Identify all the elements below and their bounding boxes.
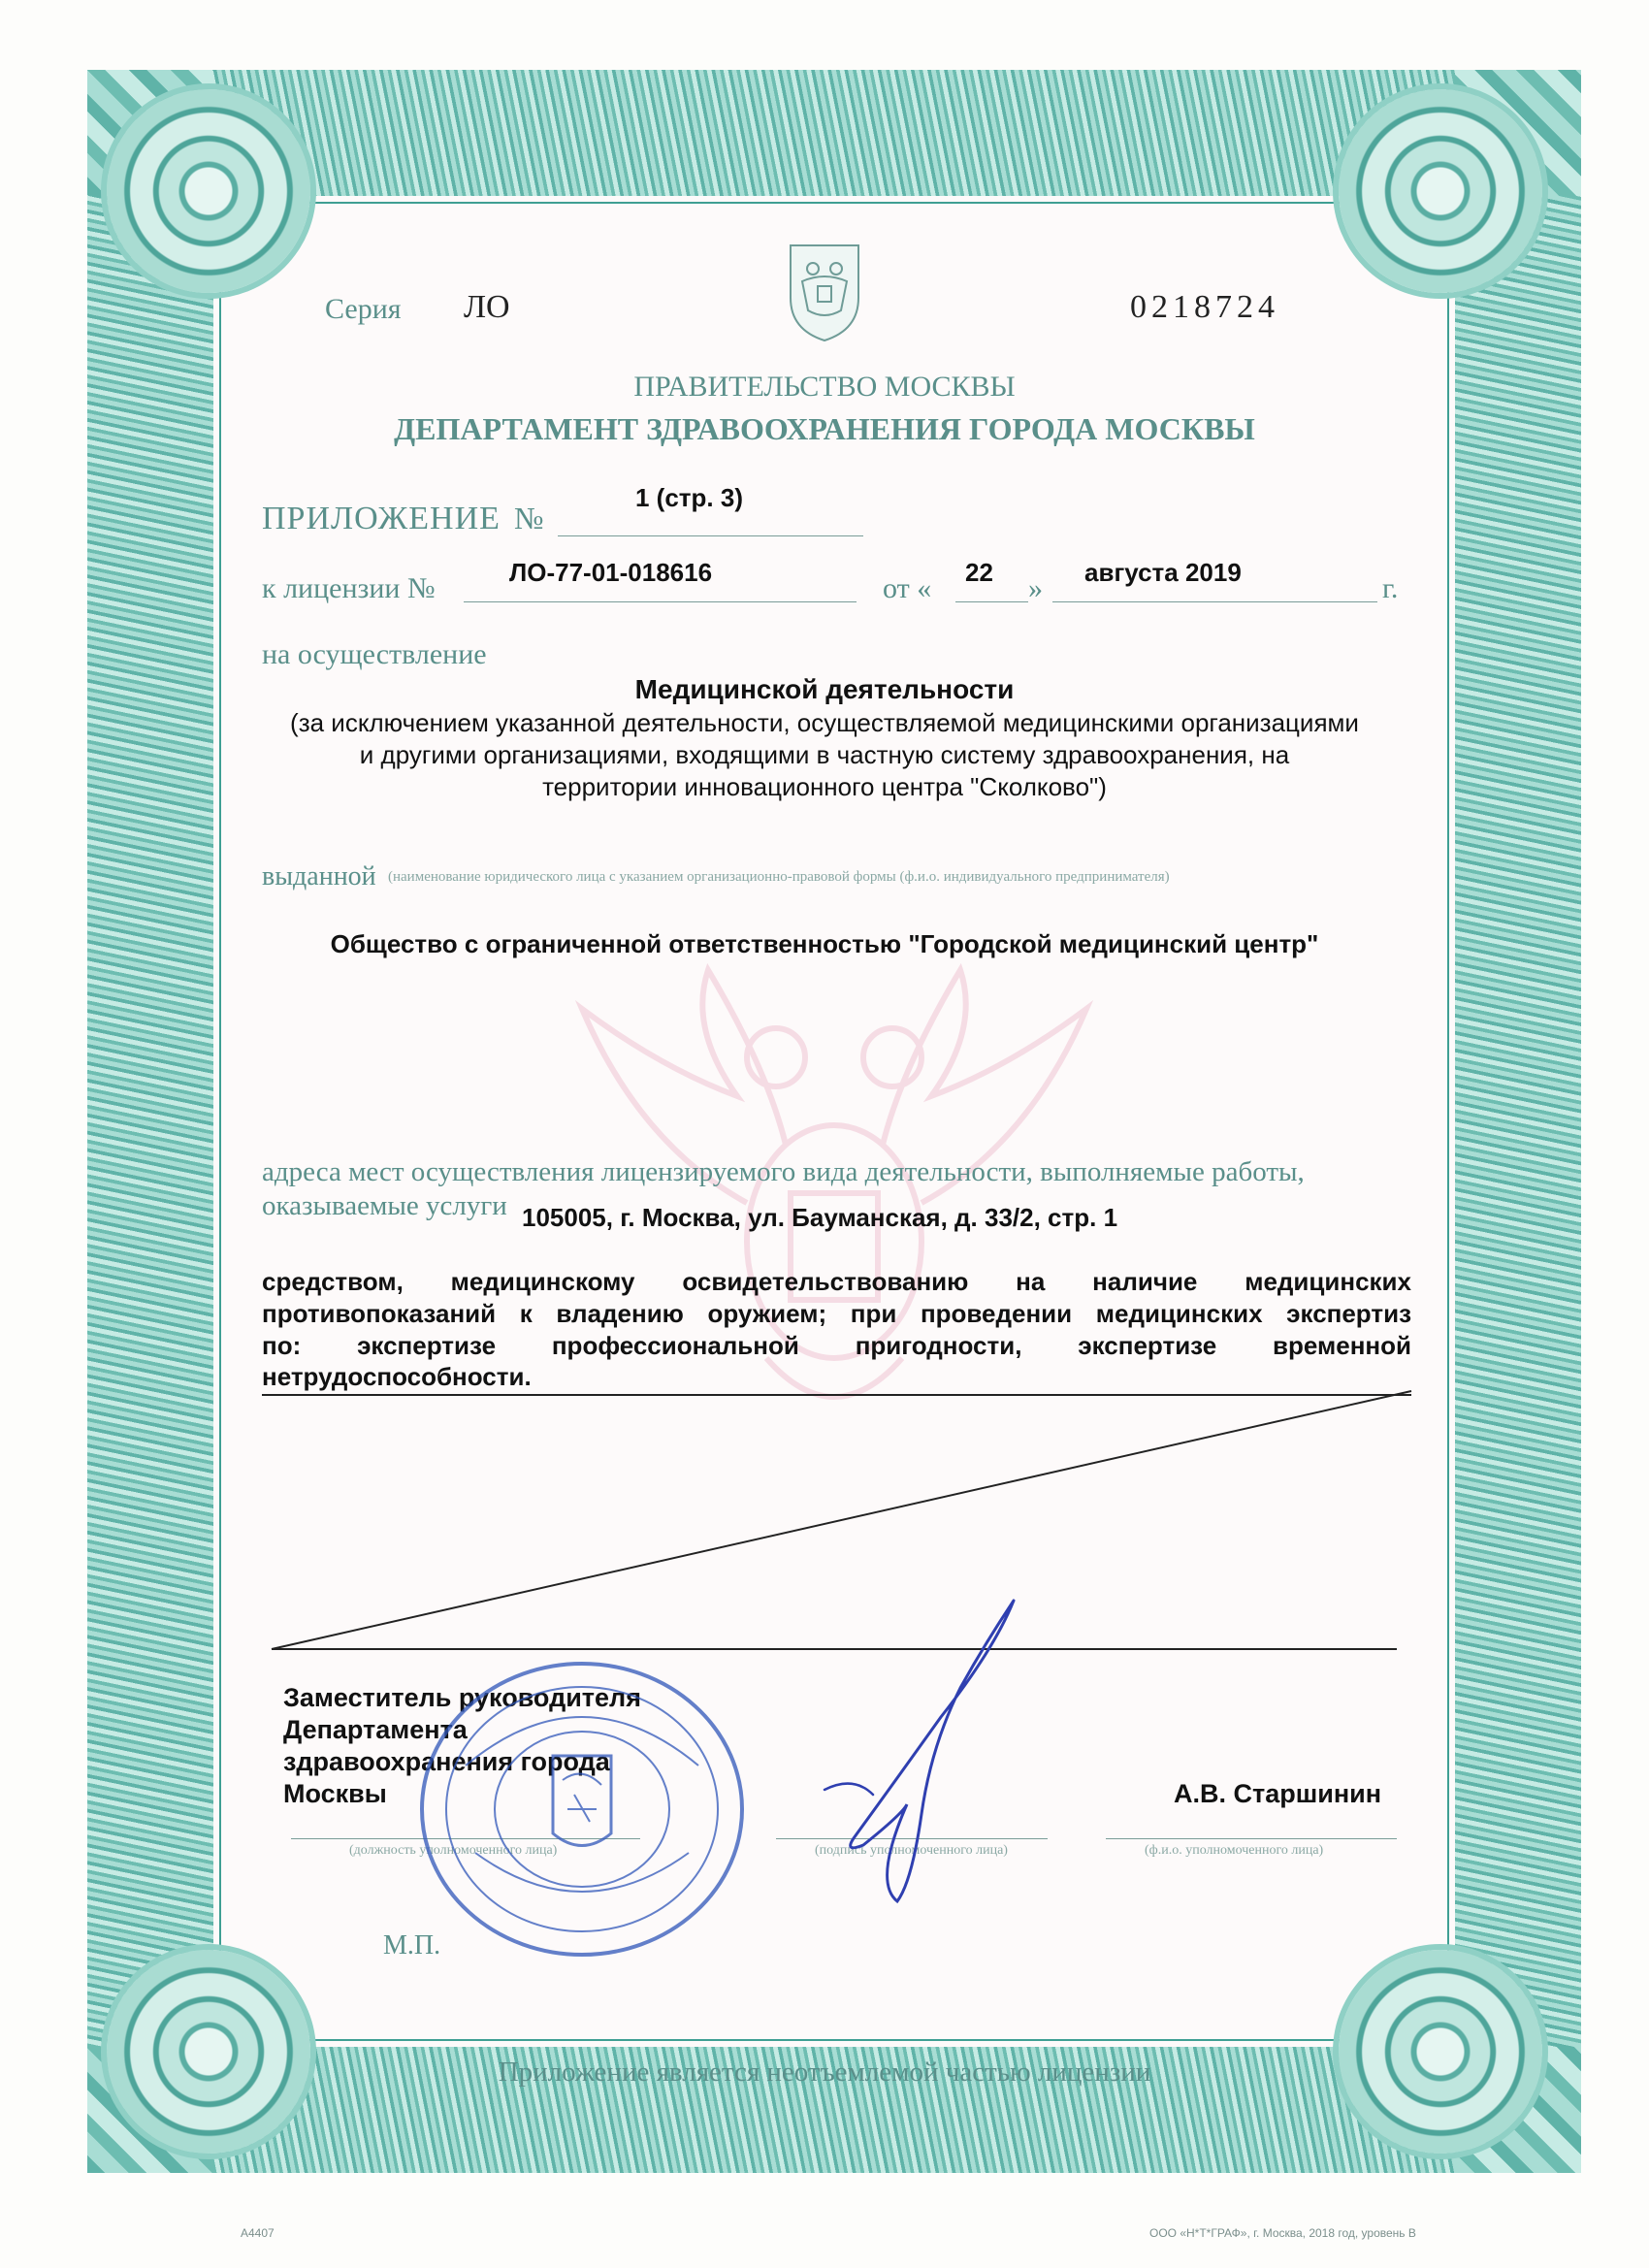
services-line-1: средством, медицинскому освидетельствованию на наличие медицинских bbox=[262, 1267, 1411, 1296]
form-number: 0218724 bbox=[1130, 289, 1279, 325]
name-hint: (ф.и.о. уполномоченного лица) bbox=[1145, 1843, 1324, 1858]
license-day-underline bbox=[955, 601, 1028, 602]
government-title: ПРАВИТЕЛЬСТВО МОСКВЫ bbox=[633, 371, 1016, 403]
license-month-underline bbox=[1052, 601, 1377, 602]
license-number-label: к лицензии № bbox=[262, 572, 436, 604]
license-date-from-label: от « bbox=[883, 572, 932, 604]
signatory-name: А.В. Старшинин bbox=[1174, 1779, 1382, 1808]
appendix-label: ПРИЛОЖЕНИЕ bbox=[262, 501, 501, 536]
appendix-number-underline bbox=[558, 535, 863, 536]
license-year-suffix: г. bbox=[1382, 572, 1399, 604]
department-title: ДЕПАРТАМЕНТ ЗДРАВООХРАНЕНИЯ ГОРОДА МОСКВЫ bbox=[394, 411, 1255, 446]
license-day-value: 22 bbox=[965, 558, 993, 587]
issued-label: выданной bbox=[262, 861, 376, 891]
address-label-line-1: адреса мест осуществления лицензируемого вида деятельности, выполняемые работы, bbox=[262, 1156, 1305, 1187]
activity-title: Медицинской деятельности bbox=[634, 674, 1015, 704]
appendix-number-value: 1 (стр. 3) bbox=[635, 483, 743, 512]
services-line-3: по: экспертизе профессиональной пригодности, экспертизе временной bbox=[262, 1331, 1411, 1360]
activity-details-line-1: (за исключением указанной деятельности, осуществляемой медицинскими организациями bbox=[290, 708, 1359, 737]
series-label: Серия bbox=[325, 293, 402, 325]
organization-name: Общество с ограниченной ответственностью "Городской медицинский центр" bbox=[330, 929, 1319, 958]
signatory-position-line-1: Заместитель руководителя bbox=[283, 1683, 641, 1712]
activity-label: на осуществление bbox=[262, 638, 487, 670]
services-line-4: нетрудоспособности. bbox=[262, 1362, 532, 1391]
license-number-underline bbox=[464, 601, 857, 602]
name-underline bbox=[1106, 1838, 1397, 1839]
services-line-2: противопоказаний к владению оружием; при проведении медицинских экспертиз bbox=[262, 1299, 1411, 1328]
handwritten-signature-icon bbox=[815, 1591, 1038, 1911]
license-day-quote-close: » bbox=[1028, 572, 1043, 604]
series-value: ЛО bbox=[464, 289, 510, 325]
signatory-position-line-2: Департамента bbox=[283, 1715, 468, 1744]
appendix-number-sign: № bbox=[514, 501, 544, 535]
printer-imprint: ООО «Н*Т*ГРАФ», г. Москва, 2018 год, уровень В bbox=[1149, 2226, 1416, 2240]
footer-note: Приложение является неотъемлемой частью лицензии bbox=[498, 2057, 1151, 2088]
address-value: 105005, г. Москва, ул. Бауманская, д. 33/2, стр. 1 bbox=[522, 1203, 1118, 1232]
signatory-position-line-4: Москвы bbox=[283, 1779, 387, 1808]
license-number-value: ЛО-77-01-018616 bbox=[509, 558, 713, 587]
activity-details-line-3: территории инновационного центра "Сколково") bbox=[542, 772, 1107, 801]
issued-hint: (наименование юридического лица с указанием организационно-правовой формы (ф.и.о. индивидуального предпринимателя) bbox=[388, 869, 1170, 885]
form-code: A4407 bbox=[241, 2226, 275, 2240]
license-month-year-value: августа 2019 bbox=[1084, 558, 1242, 587]
address-label-line-2: оказываемые услуги bbox=[262, 1190, 507, 1221]
signature-hint: (подпись уполномоченного лица) bbox=[815, 1843, 1008, 1858]
official-seal-stamp-icon bbox=[407, 1649, 757, 1969]
activity-details-line-2: и другими организациями, входящими в частную систему здравоохранения, на bbox=[359, 740, 1290, 769]
mp-label: М.П. bbox=[383, 1930, 441, 1960]
signatory-position-line-3: здравоохранения города bbox=[283, 1747, 610, 1776]
position-hint: (должность уполномоченного лица) bbox=[349, 1843, 558, 1858]
